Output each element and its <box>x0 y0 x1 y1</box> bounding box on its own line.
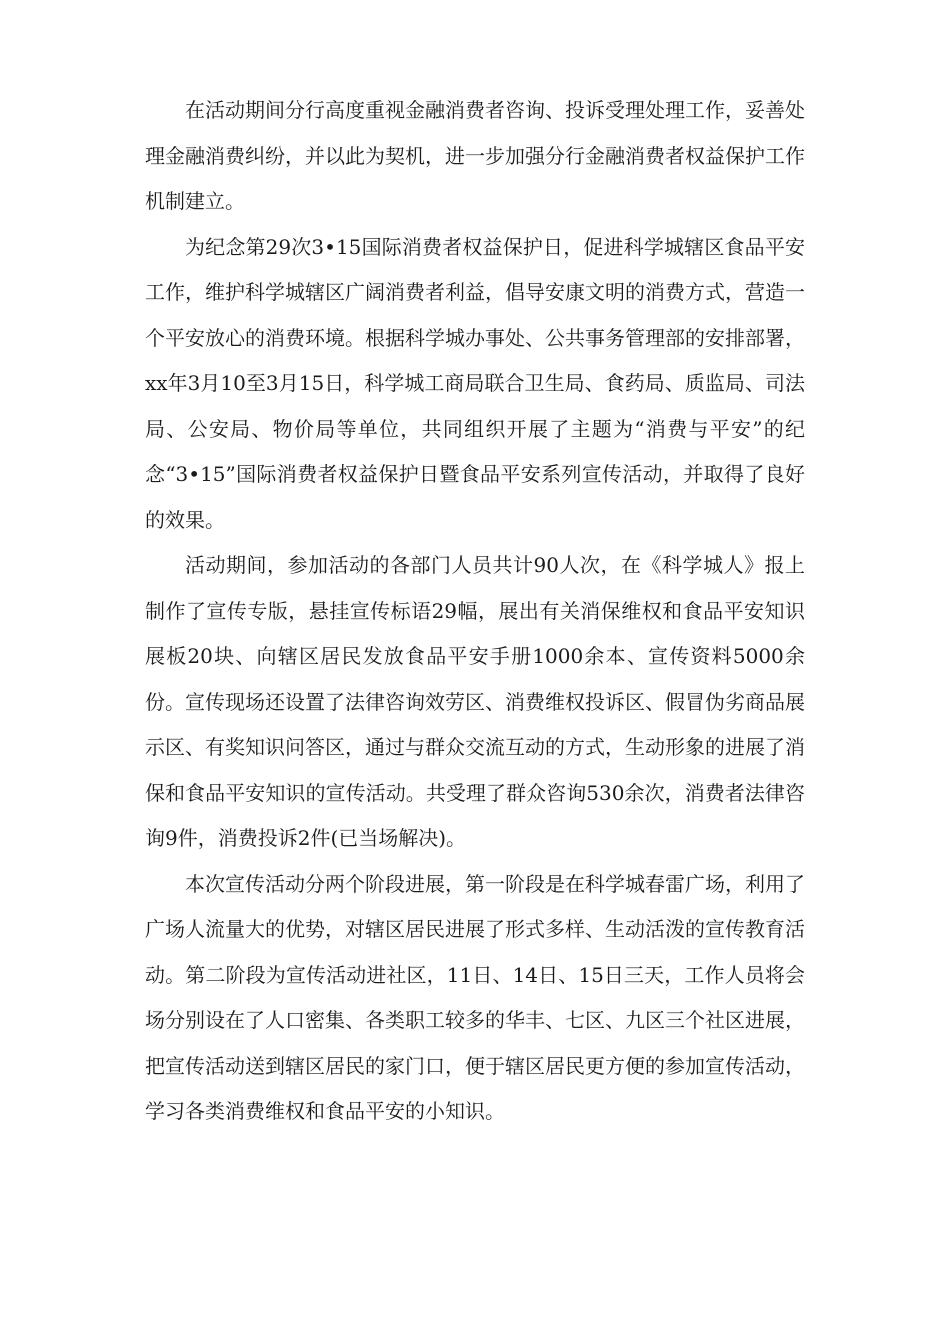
paragraph-1: 在活动期间分行高度重视金融消费者咨询、投诉受理处理工作，妥善处理金融消费纠纷，并以此为契机，进一步加强分行金融消费者权益保护工作机制建立。 <box>145 98 805 213</box>
document-body <box>145 88 805 1135</box>
paragraph-4: 本次宣传活动分两个阶段进展，第一阶段是在科学城春雷广场，利用了广场人流量大的优势，对辖区居民进展了形式多样、生动活泼的宣传教育活动。第二阶段为宣传活动进社区，11日、14日、15日三天，工作人员将会场分别设在了人口密集、各类职工较多的华丰、七区、九区三个社区进展，把宣传活动送到辖区居民的家门口，便于辖区居民更方便的参加宣传活动，学习各类消费维权和食品平安的小知识。 <box>145 871 805 1123</box>
paragraph-2: 为纪念第29次3•15国际消费者权益保护日，促进科学城辖区食品平安工作，维护科学城辖区广阔消费者利益，倡导安康文明的消费方式，营造一个平安放心的消费环境。根据科学城办事处、公共事务管理部的安排部署，xx年3月10至3月15日，科学城工商局联合卫生局、食药局、质监局、司法局、公安局、物价局等单位，共同组织开展了主题为“消费与平安”的纪念“3•15”国际消费者权益保护日暨食品平安系列宣传活动，并取得了良好的效果。 <box>145 234 805 532</box>
paragraph-3: 活动期间，参加活动的各部门人员共计90人次，在《科学城人》报上制作了宣传专版，悬挂宣传标语29幅，展出有关消保维权和食品平安知识展板20块、向辖区居民发放食品平安手册1000余本、宣传资料5000余份。宣传现场还设置了法律咨询效劳区、消费维权投诉区、假冒伪劣商品展示区、有奖知识问答区，通过与群众交流互动的方式，生动形象的进展了消保和食品平安知识的宣传活动。共受理了群众咨询530余次，消费者法律咨询9件，消费投诉2件(已当场解决)。 <box>145 553 805 850</box>
